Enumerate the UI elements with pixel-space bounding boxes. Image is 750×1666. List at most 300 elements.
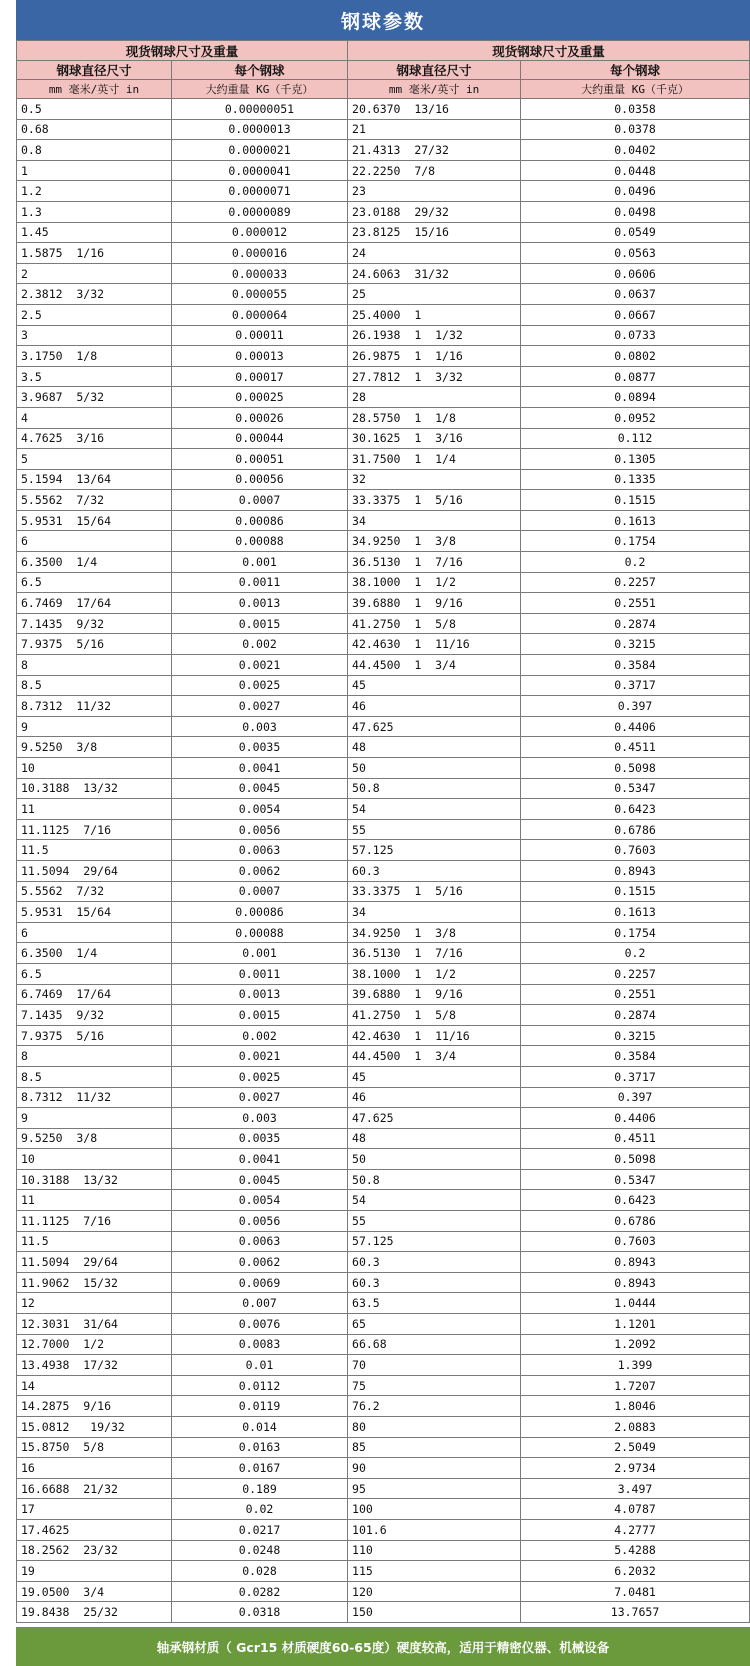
right-size-cell: 80 [348, 1417, 521, 1438]
left-weight-cell: 0.0062 [172, 860, 348, 881]
left-size-cell: 14.2875 9/16 [17, 1396, 172, 1417]
table-row [17, 510, 750, 531]
right-weight-cell: 0.5098 [521, 1149, 750, 1170]
left-size-cell: 6.3500 1/4 [17, 552, 172, 573]
right-weight-cell: 1.399 [521, 1355, 750, 1376]
right-size-cell: 42.4630 1 11/16 [348, 1025, 521, 1046]
right-weight-cell: 0.6786 [521, 1211, 750, 1232]
right-weight-cell: 0.397 [521, 1087, 750, 1108]
right-weight-cell: 0.0563 [521, 243, 750, 264]
right-size-cell: 115 [348, 1561, 521, 1582]
right-weight-cell: 0.6786 [521, 819, 750, 840]
table-row [17, 1066, 750, 1087]
left-weight-cell: 0.00051 [172, 449, 348, 470]
right-weight-cell: 1.0444 [521, 1293, 750, 1314]
right-size-cell: 60.3 [348, 1252, 521, 1273]
right-size-cell: 36.5130 1 7/16 [348, 943, 521, 964]
left-size-cell: 1.3 [17, 201, 172, 222]
left-size-cell: 2 [17, 263, 172, 284]
left-weight-cell: 0.0045 [172, 1169, 348, 1190]
col-weight-header: 每个钢球 [172, 61, 348, 80]
right-size-cell: 25 [348, 284, 521, 305]
right-size-cell: 26.1938 1 1/32 [348, 325, 521, 346]
right-weight-cell: 0.0637 [521, 284, 750, 305]
right-weight-cell: 0.0378 [521, 119, 750, 140]
steel-ball-table [16, 40, 750, 1623]
right-weight-cell: 1.7207 [521, 1375, 750, 1396]
left-weight-cell: 0.0054 [172, 799, 348, 820]
table-row [17, 963, 750, 984]
table-body [17, 99, 750, 1623]
table-row [17, 1231, 750, 1252]
right-weight-cell: 0.7603 [521, 840, 750, 861]
left-weight-cell: 0.0015 [172, 1005, 348, 1026]
table-row [17, 1211, 750, 1232]
left-size-cell: 19.8438 25/32 [17, 1602, 172, 1623]
table-row [17, 1087, 750, 1108]
right-weight-cell: 0.5347 [521, 778, 750, 799]
left-weight-cell: 0.0056 [172, 819, 348, 840]
right-size-cell: 30.1625 1 3/16 [348, 428, 521, 449]
right-size-cell: 41.2750 1 5/8 [348, 613, 521, 634]
left-weight-cell: 0.0063 [172, 1231, 348, 1252]
right-size-cell: 57.125 [348, 1231, 521, 1252]
right-size-cell: 23.8125 15/16 [348, 222, 521, 243]
right-size-cell: 47.625 [348, 1108, 521, 1129]
table-row [17, 572, 750, 593]
left-weight-cell: 0.0167 [172, 1458, 348, 1479]
left-size-cell: 3 [17, 325, 172, 346]
right-size-cell: 55 [348, 1211, 521, 1232]
left-weight-cell: 0.0062 [172, 1252, 348, 1273]
col-weight-header: 每个钢球 [521, 61, 750, 80]
left-weight-cell: 0.0282 [172, 1581, 348, 1602]
right-weight-cell: 0.3717 [521, 675, 750, 696]
left-size-cell: 11.9062 15/32 [17, 1272, 172, 1293]
right-size-cell: 39.6880 1 9/16 [348, 593, 521, 614]
right-weight-cell: 7.0481 [521, 1581, 750, 1602]
left-size-cell: 9 [17, 716, 172, 737]
left-weight-cell: 0.0045 [172, 778, 348, 799]
right-size-cell: 75 [348, 1375, 521, 1396]
right-size-cell: 27.7812 1 3/32 [348, 366, 521, 387]
left-weight-cell: 0.0000013 [172, 119, 348, 140]
page [16, 0, 750, 1666]
left-weight-cell: 0.0011 [172, 572, 348, 593]
table-row [17, 902, 750, 923]
right-weight-cell: 0.4511 [521, 737, 750, 758]
table-row [17, 490, 750, 511]
right-size-cell: 45 [348, 675, 521, 696]
left-size-cell: 7.1435 9/32 [17, 1005, 172, 1026]
table-row [17, 1190, 750, 1211]
table-row [17, 860, 750, 881]
right-weight-cell: 0.0498 [521, 201, 750, 222]
right-weight-cell: 0.8943 [521, 1272, 750, 1293]
unit-weight-header: 大约重量 KG（千克） [521, 80, 750, 99]
right-weight-cell: 0.4406 [521, 716, 750, 737]
left-size-cell: 7.1435 9/32 [17, 613, 172, 634]
table-row [17, 387, 750, 408]
left-weight-cell: 0.0041 [172, 1149, 348, 1170]
left-weight-cell: 0.0069 [172, 1272, 348, 1293]
left-weight-cell: 0.00086 [172, 902, 348, 923]
left-weight-cell: 0.000055 [172, 284, 348, 305]
right-size-cell: 34.9250 1 3/8 [348, 922, 521, 943]
left-size-cell: 2.5 [17, 304, 172, 325]
right-weight-cell: 0.0667 [521, 304, 750, 325]
table-row [17, 840, 750, 861]
table-row [17, 1169, 750, 1190]
left-size-cell: 6.5 [17, 963, 172, 984]
left-weight-cell: 0.00086 [172, 510, 348, 531]
left-size-cell: 8.7312 11/32 [17, 1087, 172, 1108]
right-size-cell: 46 [348, 696, 521, 717]
left-size-cell: 15.8750 5/8 [17, 1437, 172, 1458]
table-row [17, 366, 750, 387]
right-size-cell: 57.125 [348, 840, 521, 861]
right-weight-cell: 0.8943 [521, 860, 750, 881]
left-size-cell: 19 [17, 1561, 172, 1582]
left-size-cell: 6.5 [17, 572, 172, 593]
left-size-cell: 4 [17, 407, 172, 428]
table-row [17, 737, 750, 758]
left-size-cell: 5.9531 15/64 [17, 902, 172, 923]
left-size-cell: 18.2562 23/32 [17, 1540, 172, 1561]
right-size-cell: 23.0188 29/32 [348, 201, 521, 222]
right-weight-cell: 0.2257 [521, 963, 750, 984]
table-row [17, 1540, 750, 1561]
left-weight-cell: 0.0083 [172, 1334, 348, 1355]
table-row [17, 819, 750, 840]
table-row [17, 449, 750, 470]
table-row [17, 1458, 750, 1479]
left-size-cell: 2.3812 3/32 [17, 284, 172, 305]
table-row [17, 696, 750, 717]
left-weight-cell: 0.0035 [172, 737, 348, 758]
table-row [17, 1252, 750, 1273]
right-weight-cell: 5.4288 [521, 1540, 750, 1561]
right-size-cell: 34.9250 1 3/8 [348, 531, 521, 552]
right-size-cell: 28 [348, 387, 521, 408]
left-weight-cell: 0.0318 [172, 1602, 348, 1623]
left-weight-cell: 0.0248 [172, 1540, 348, 1561]
right-weight-cell: 0.0733 [521, 325, 750, 346]
col-size-header: 钢球直径尺寸 [17, 61, 172, 80]
left-weight-cell: 0.0021 [172, 655, 348, 676]
right-weight-cell: 1.2092 [521, 1334, 750, 1355]
right-weight-cell: 0.2551 [521, 593, 750, 614]
right-weight-cell: 0.3717 [521, 1066, 750, 1087]
table-row [17, 634, 750, 655]
table-row [17, 1375, 750, 1396]
right-size-cell: 46 [348, 1087, 521, 1108]
left-weight-cell: 0.0076 [172, 1314, 348, 1335]
left-size-cell: 12 [17, 1293, 172, 1314]
right-weight-cell: 0.0549 [521, 222, 750, 243]
right-size-cell: 31.7500 1 1/4 [348, 449, 521, 470]
table-row [17, 407, 750, 428]
left-size-cell: 8 [17, 1046, 172, 1067]
left-weight-cell: 0.002 [172, 1025, 348, 1046]
table-row [17, 675, 750, 696]
left-weight-cell: 0.0025 [172, 1066, 348, 1087]
left-size-cell: 1.2 [17, 181, 172, 202]
right-weight-cell: 0.0894 [521, 387, 750, 408]
right-size-cell: 39.6880 1 9/16 [348, 984, 521, 1005]
left-size-cell: 0.8 [17, 140, 172, 161]
left-size-cell: 5.1594 13/64 [17, 469, 172, 490]
left-size-cell: 17.4625 [17, 1519, 172, 1540]
right-size-cell: 28.5750 1 1/8 [348, 407, 521, 428]
left-weight-cell: 0.0119 [172, 1396, 348, 1417]
left-weight-cell: 0.00088 [172, 531, 348, 552]
right-weight-cell: 0.4406 [521, 1108, 750, 1129]
right-weight-cell: 0.2 [521, 552, 750, 573]
right-weight-cell: 0.7603 [521, 1231, 750, 1252]
right-weight-cell: 0.3215 [521, 1025, 750, 1046]
left-weight-cell: 0.000012 [172, 222, 348, 243]
right-weight-cell: 2.0883 [521, 1417, 750, 1438]
left-weight-cell: 0.0000089 [172, 201, 348, 222]
table-row [17, 1561, 750, 1582]
right-weight-cell: 6.2032 [521, 1561, 750, 1582]
right-size-cell: 150 [348, 1602, 521, 1623]
table-row [17, 655, 750, 676]
left-weight-cell: 0.00011 [172, 325, 348, 346]
right-size-cell: 60.3 [348, 860, 521, 881]
left-size-cell: 9 [17, 1108, 172, 1129]
left-size-cell: 0.5 [17, 99, 172, 120]
right-size-cell: 34 [348, 902, 521, 923]
table-row [17, 243, 750, 264]
left-size-cell: 1.45 [17, 222, 172, 243]
left-size-cell: 11.1125 7/16 [17, 1211, 172, 1232]
right-weight-cell: 0.1754 [521, 922, 750, 943]
left-size-cell: 9.5250 3/8 [17, 1128, 172, 1149]
table-row [17, 1499, 750, 1520]
left-size-cell: 11.5 [17, 1231, 172, 1252]
right-size-cell: 41.2750 1 5/8 [348, 1005, 521, 1026]
table-row [17, 1108, 750, 1129]
left-weight-cell: 0.002 [172, 634, 348, 655]
left-size-cell: 11 [17, 799, 172, 820]
left-size-cell: 6 [17, 922, 172, 943]
group-header-left: 现货钢球尺寸及重量 [17, 41, 348, 61]
right-weight-cell: 0.1515 [521, 490, 750, 511]
left-size-cell: 11.5094 29/64 [17, 1252, 172, 1273]
table-row [17, 552, 750, 573]
left-weight-cell: 0.007 [172, 1293, 348, 1314]
right-weight-cell: 0.3215 [521, 634, 750, 655]
right-size-cell: 34 [348, 510, 521, 531]
right-size-cell: 21.4313 27/32 [348, 140, 521, 161]
left-weight-cell: 0.189 [172, 1478, 348, 1499]
right-size-cell: 50 [348, 758, 521, 779]
right-size-cell: 32 [348, 469, 521, 490]
right-size-cell: 63.5 [348, 1293, 521, 1314]
table-row [17, 1046, 750, 1067]
left-weight-cell: 0.0013 [172, 593, 348, 614]
right-weight-cell: 0.5347 [521, 1169, 750, 1190]
right-size-cell: 23 [348, 181, 521, 202]
left-size-cell: 1.5875 1/16 [17, 243, 172, 264]
table-row [17, 943, 750, 964]
right-weight-cell: 1.8046 [521, 1396, 750, 1417]
table-row [17, 99, 750, 120]
table-row [17, 1005, 750, 1026]
right-size-cell: 47.625 [348, 716, 521, 737]
left-weight-cell: 0.01 [172, 1355, 348, 1376]
right-weight-cell: 0.5098 [521, 758, 750, 779]
left-size-cell: 6 [17, 531, 172, 552]
left-size-cell: 12.7000 1/2 [17, 1334, 172, 1355]
left-size-cell: 8.5 [17, 675, 172, 696]
left-weight-cell: 0.0054 [172, 1190, 348, 1211]
left-weight-cell: 0.0000041 [172, 160, 348, 181]
right-weight-cell: 0.1335 [521, 469, 750, 490]
right-size-cell: 65 [348, 1314, 521, 1335]
left-size-cell: 12.3031 31/64 [17, 1314, 172, 1335]
left-size-cell: 8 [17, 655, 172, 676]
left-size-cell: 5 [17, 449, 172, 470]
left-size-cell: 1 [17, 160, 172, 181]
table-row [17, 284, 750, 305]
left-size-cell: 15.0812 19/32 [17, 1417, 172, 1438]
left-size-cell: 19.0500 3/4 [17, 1581, 172, 1602]
right-size-cell: 120 [348, 1581, 521, 1602]
right-weight-cell: 0.0802 [521, 346, 750, 367]
right-weight-cell: 0.3584 [521, 1046, 750, 1067]
col-size-header: 钢球直径尺寸 [348, 61, 521, 80]
right-size-cell: 66.68 [348, 1334, 521, 1355]
left-weight-cell: 0.001 [172, 943, 348, 964]
right-size-cell: 44.4500 1 3/4 [348, 1046, 521, 1067]
right-weight-cell: 0.0358 [521, 99, 750, 120]
left-weight-cell: 0.0063 [172, 840, 348, 861]
left-weight-cell: 0.028 [172, 1561, 348, 1582]
left-size-cell: 0.68 [17, 119, 172, 140]
left-weight-cell: 0.0007 [172, 490, 348, 511]
left-size-cell: 14 [17, 1375, 172, 1396]
left-size-cell: 11.5094 29/64 [17, 860, 172, 881]
left-weight-cell: 0.0041 [172, 758, 348, 779]
left-weight-cell: 0.000064 [172, 304, 348, 325]
left-weight-cell: 0.0027 [172, 696, 348, 717]
right-size-cell: 95 [348, 1478, 521, 1499]
right-size-cell: 42.4630 1 11/16 [348, 634, 521, 655]
right-size-cell: 21 [348, 119, 521, 140]
left-size-cell: 5.5562 7/32 [17, 881, 172, 902]
table-row [17, 778, 750, 799]
left-size-cell: 5.9531 15/64 [17, 510, 172, 531]
table-row [17, 1437, 750, 1458]
right-size-cell: 90 [348, 1458, 521, 1479]
left-weight-cell: 0.0163 [172, 1437, 348, 1458]
left-size-cell: 6.7469 17/64 [17, 984, 172, 1005]
right-weight-cell: 0.112 [521, 428, 750, 449]
left-size-cell: 3.9687 5/32 [17, 387, 172, 408]
left-weight-cell: 0.0013 [172, 984, 348, 1005]
table-row [17, 984, 750, 1005]
table-row [17, 1396, 750, 1417]
right-size-cell: 33.3375 1 5/16 [348, 490, 521, 511]
page-title: 钢球参数 [16, 0, 750, 40]
left-size-cell: 11.1125 7/16 [17, 819, 172, 840]
right-size-cell: 76.2 [348, 1396, 521, 1417]
right-size-cell: 50 [348, 1149, 521, 1170]
right-weight-cell: 0.2257 [521, 572, 750, 593]
right-size-cell: 50.8 [348, 778, 521, 799]
right-weight-cell: 1.1201 [521, 1314, 750, 1335]
left-size-cell: 8.5 [17, 1066, 172, 1087]
table-row [17, 1355, 750, 1376]
right-weight-cell: 0.0402 [521, 140, 750, 161]
table-row [17, 160, 750, 181]
table-row [17, 1314, 750, 1335]
right-weight-cell: 0.1305 [521, 449, 750, 470]
table-row [17, 593, 750, 614]
left-size-cell: 3.1750 1/8 [17, 346, 172, 367]
unit-size-header: mm 毫米/英寸 in [17, 80, 172, 99]
table-row [17, 263, 750, 284]
footer-note: 轴承钢材质（ Gcr15 材质硬度60-65度）硬度较高，适用于精密仪器、机械设备 [16, 1627, 750, 1666]
right-size-cell: 38.1000 1 1/2 [348, 963, 521, 984]
left-size-cell: 11.5 [17, 840, 172, 861]
right-weight-cell: 0.1613 [521, 510, 750, 531]
right-weight-cell: 2.5049 [521, 1437, 750, 1458]
right-weight-cell: 4.2777 [521, 1519, 750, 1540]
table-row [17, 1602, 750, 1623]
table-row [17, 119, 750, 140]
left-weight-cell: 0.00013 [172, 346, 348, 367]
left-size-cell: 17 [17, 1499, 172, 1520]
left-weight-cell: 0.0112 [172, 1375, 348, 1396]
left-weight-cell: 0.0025 [172, 675, 348, 696]
left-weight-cell: 0.003 [172, 1108, 348, 1129]
table-row [17, 613, 750, 634]
right-weight-cell: 0.2551 [521, 984, 750, 1005]
left-weight-cell: 0.00000051 [172, 99, 348, 120]
right-weight-cell: 0.1515 [521, 881, 750, 902]
group-header-right: 现货钢球尺寸及重量 [348, 41, 750, 61]
left-size-cell: 10.3188 13/32 [17, 1169, 172, 1190]
table-row [17, 1272, 750, 1293]
left-weight-cell: 0.003 [172, 716, 348, 737]
table-row [17, 140, 750, 161]
right-size-cell: 101.6 [348, 1519, 521, 1540]
left-size-cell: 3.5 [17, 366, 172, 387]
right-size-cell: 22.2250 7/8 [348, 160, 521, 181]
right-weight-cell: 0.0606 [521, 263, 750, 284]
right-size-cell: 24.6063 31/32 [348, 263, 521, 284]
left-weight-cell: 0.000016 [172, 243, 348, 264]
right-size-cell: 55 [348, 819, 521, 840]
right-weight-cell: 0.0448 [521, 160, 750, 181]
right-weight-cell: 3.497 [521, 1478, 750, 1499]
right-weight-cell: 0.2 [521, 943, 750, 964]
left-size-cell: 11 [17, 1190, 172, 1211]
left-size-cell: 10 [17, 758, 172, 779]
table-row [17, 716, 750, 737]
right-weight-cell: 0.1613 [521, 902, 750, 923]
table-row [17, 222, 750, 243]
left-size-cell: 8.7312 11/32 [17, 696, 172, 717]
right-weight-cell: 13.7657 [521, 1602, 750, 1623]
right-weight-cell: 0.2874 [521, 1005, 750, 1026]
left-weight-cell: 0.001 [172, 552, 348, 573]
left-size-cell: 7.9375 5/16 [17, 1025, 172, 1046]
